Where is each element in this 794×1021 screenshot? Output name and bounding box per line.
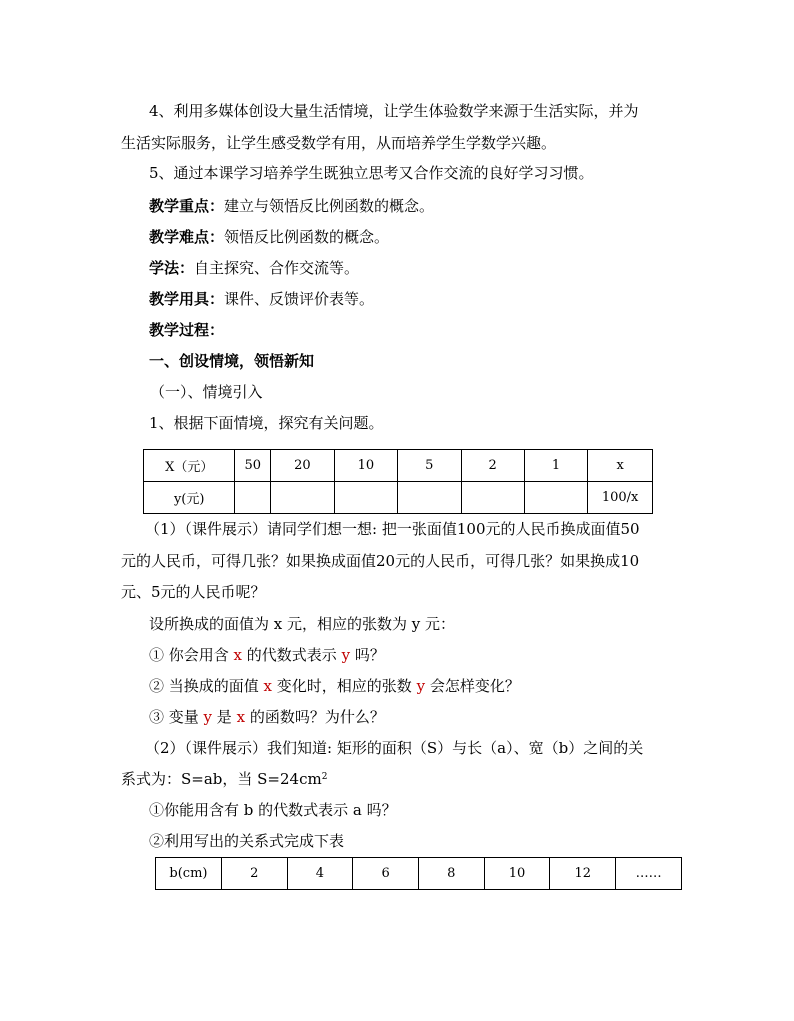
table-cell: 8 (418, 858, 484, 890)
table-cell: 4 (287, 858, 353, 890)
teaching-tools-text: 课件、反馈评价表等。 (224, 290, 375, 308)
superscript: 2 (321, 772, 328, 782)
table-cell: x (588, 450, 653, 482)
difficulty-label: 教学难点： (149, 228, 225, 246)
table-cell: 2 (461, 450, 524, 482)
table-cell: b(cm) (156, 858, 222, 890)
difficulty-text: 领悟反比例函数的概念。 (224, 228, 390, 246)
table-cell: 2 (221, 858, 287, 890)
sub-question-2 (149, 676, 520, 696)
table-cell (334, 482, 397, 514)
table-cell: 5 (398, 450, 461, 482)
text: ③ 变量 (149, 708, 204, 726)
text: 吗？ (350, 646, 385, 664)
text: 变化时，相应的张数 (272, 677, 417, 695)
table-cell: X（元） (144, 450, 235, 482)
table-cell (524, 482, 587, 514)
goal-5: 5、通过本课学习培养学生既独立思考又合作交流的良好学习习惯。 (149, 164, 594, 182)
text: 系式为：S=ab，当 S=24cm (121, 770, 322, 788)
sub-question-4: ①你能用含有 b 的代数式表示 a 吗？ (149, 801, 397, 819)
table-money-exchange (143, 449, 653, 514)
study-method-text: 自主探究、合作交流等。 (194, 259, 360, 277)
variable-y: y (203, 708, 213, 726)
question-1-line-1: （1）（课件展示）请同学们想一想: 把一张面值100元的人民币换成面值50 (145, 520, 640, 538)
question-2-line-1: （2）（课件展示）我们知道: 矩形的面积（S）与长（a）、宽（b）之间的关 (145, 739, 644, 757)
table-cell (271, 482, 334, 514)
key-point (149, 196, 434, 216)
variable-y: y (341, 646, 351, 664)
variable-x: x (263, 677, 273, 695)
variable-setup: 设所换成的面值为 x 元，相应的张数为 y 元： (149, 615, 456, 633)
table-cell (398, 482, 461, 514)
text: 会怎样变化？ (425, 677, 520, 695)
task-1: 1、根据下面情境，探究有关问题。 (149, 414, 384, 432)
table-cell: 1 (524, 450, 587, 482)
table-cell: 20 (271, 450, 334, 482)
process-heading: 教学过程： (149, 321, 225, 339)
table-row (144, 450, 653, 482)
text: 是 (212, 708, 237, 726)
key-point-text: 建立与领悟反比例函数的概念。 (224, 197, 435, 215)
study-method (149, 258, 359, 278)
table-row (156, 858, 682, 890)
table-cell: 12 (550, 858, 616, 890)
key-point-label: 教学重点： (149, 197, 225, 215)
text: 的函数吗？为什么？ (245, 708, 385, 726)
teaching-tools-label: 教学用具： (149, 290, 225, 308)
text: ① 你会用含 (149, 646, 234, 664)
text: ② 当换成的面值 (149, 677, 264, 695)
text: 的代数式表示 (242, 646, 342, 664)
table-cell: 50 (235, 450, 271, 482)
table-cell: 10 (484, 858, 550, 890)
table-row (144, 482, 653, 514)
table-cell: 6 (353, 858, 419, 890)
variable-y: y (416, 677, 426, 695)
table-cell: 100/x (588, 482, 653, 514)
teaching-tools (149, 289, 374, 309)
question-1-line-3: 元、5元的人民币呢？ (121, 583, 266, 601)
variable-x: x (233, 646, 243, 664)
sub-question-5: ②利用写出的关系式完成下表 (149, 832, 345, 850)
table-cell (461, 482, 524, 514)
section-1-title: 一、创设情境，领悟新知 (149, 352, 315, 370)
table-cell: 10 (334, 450, 397, 482)
subsection-1-title: （一）、情境引入 (150, 383, 263, 401)
table-cell: y(元) (144, 482, 235, 514)
table-cell (235, 482, 271, 514)
goal-4-line-1: 4、利用多媒体创设大量生活情境，让学生体验数学来源于生活实际，并为 (149, 102, 639, 120)
goal-4-line-2: 生活实际服务，让学生感受数学有用，从而培养学生学数学兴趣。 (121, 134, 557, 152)
question-2-line-2 (121, 769, 327, 789)
variable-x: x (236, 708, 246, 726)
sub-question-1 (149, 645, 385, 665)
sub-question-3 (149, 707, 385, 727)
table-cell: …… (616, 858, 682, 890)
difficulty (149, 227, 389, 247)
table-rectangle-width (155, 857, 682, 890)
question-1-line-2: 元的人民币，可得几张？如果换成面值20元的人民币，可得几张？如果换成10 (121, 552, 640, 570)
study-method-label: 学法： (149, 259, 195, 277)
